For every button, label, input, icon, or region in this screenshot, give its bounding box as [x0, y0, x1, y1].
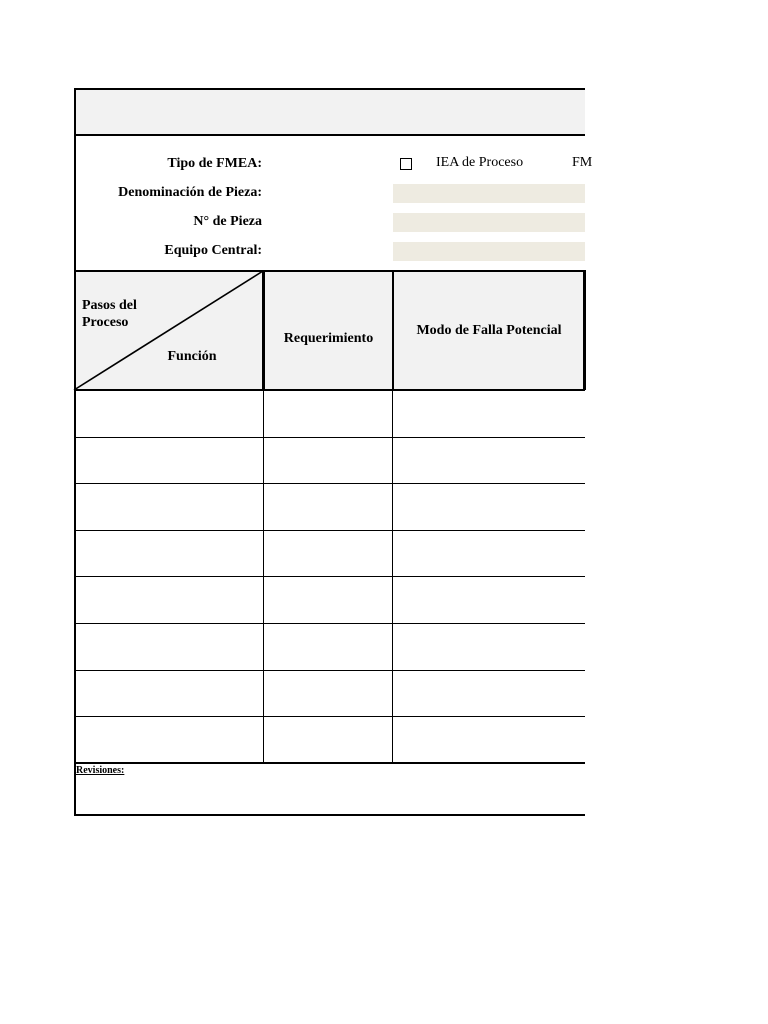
- table-cell[interactable]: [76, 577, 263, 623]
- proceso-option-label: IEA de Proceso: [436, 155, 524, 170]
- header-col-divider-2: [392, 270, 394, 390]
- header-requerimiento: Requerimiento: [283, 331, 374, 346]
- table-cell[interactable]: [264, 717, 392, 763]
- border-top: [74, 88, 585, 90]
- fmea-sheet: [74, 88, 593, 816]
- border-left: [74, 88, 76, 816]
- header-pasos-del-proceso: Pasos del Proceso: [82, 298, 137, 330]
- table-cell[interactable]: [264, 438, 392, 484]
- next-option-label: FM: [572, 155, 593, 170]
- table-cell[interactable]: [264, 484, 392, 530]
- table-cell[interactable]: [264, 624, 392, 670]
- table-cell[interactable]: [76, 624, 263, 670]
- table-cell[interactable]: [393, 671, 585, 717]
- table-cell[interactable]: [76, 484, 263, 530]
- header-bottom-line: [74, 389, 585, 391]
- table-cell[interactable]: [76, 717, 263, 763]
- col-divider-2: [392, 390, 393, 763]
- table-cell[interactable]: [264, 577, 392, 623]
- denominacion-field[interactable]: [393, 184, 585, 203]
- table-cell[interactable]: [393, 624, 585, 670]
- equipo-central-field[interactable]: [393, 242, 585, 261]
- revisiones-label: Revisiones:: [76, 765, 125, 776]
- border-bottom: [74, 814, 585, 816]
- proceso-checkbox[interactable]: [400, 158, 412, 170]
- table-cell[interactable]: [76, 438, 263, 484]
- equipo-central-label: Equipo Central:: [164, 243, 262, 258]
- header-right-border: [583, 270, 586, 390]
- numero-pieza-label: N° de Pieza: [193, 214, 262, 229]
- table-cell[interactable]: [76, 531, 263, 577]
- table-cell[interactable]: [393, 484, 585, 530]
- table-cell[interactable]: [76, 391, 263, 437]
- table-cell[interactable]: [393, 531, 585, 577]
- table-cell[interactable]: [264, 531, 392, 577]
- table-cell[interactable]: [76, 671, 263, 717]
- title-divider: [74, 134, 585, 136]
- table-cell[interactable]: [264, 391, 392, 437]
- table-cell[interactable]: [393, 717, 585, 763]
- table-cell[interactable]: [393, 577, 585, 623]
- numero-pieza-field[interactable]: [393, 213, 585, 232]
- table-cell[interactable]: [264, 671, 392, 717]
- title-bar: [74, 88, 585, 135]
- col-divider-1: [263, 390, 264, 763]
- header-funcion: Función: [167, 349, 217, 364]
- denominacion-label: Denominación de Pieza:: [118, 185, 262, 200]
- tipo-fmea-label: Tipo de FMEA:: [167, 156, 262, 171]
- header-col-divider-1: [262, 270, 265, 390]
- table-cell[interactable]: [393, 391, 585, 437]
- header-top-line: [74, 270, 585, 272]
- table-bottom-line: [74, 762, 585, 764]
- header-modo-falla: Modo de Falla Potencial: [416, 323, 562, 338]
- table-cell[interactable]: [393, 438, 585, 484]
